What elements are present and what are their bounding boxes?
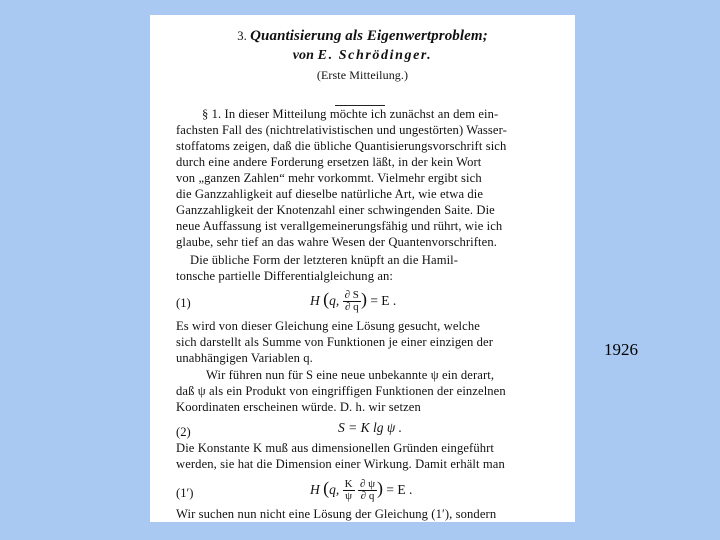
text-line: neue Auffassung ist verallgemeinerungsfähig und rührt, wie ich (176, 219, 503, 233)
eq-fraction-den: ∂ q (344, 301, 359, 314)
text-line: § 1. In dieser Mitteilung möchte ich zunächst an dem ein- (202, 107, 499, 121)
text-line: daß ψ als ein Produkt von eingriffigen Funktionen der einzelnen (176, 384, 506, 398)
equation-2: S = K lg ψ . (338, 420, 402, 435)
text-line: werden, sie hat die Dimension einer Wirkung. Damit erhält man (176, 457, 505, 471)
eq-rhs: = E . (370, 293, 397, 308)
eq-q: q, (329, 293, 340, 308)
paper-page-scan (150, 15, 575, 522)
text-line: Wir führen nun für S eine neue unbekannte ψ ein derart, (206, 368, 495, 382)
text-line: Die Konstante K muß aus dimensionellen Gründen eingeführt (176, 441, 495, 455)
eq-fraction-num: K (344, 478, 353, 491)
title-number: 3. (237, 29, 247, 43)
text-line: Wir suchen nun nicht eine Lösung der Gleichung (1′), sondern (176, 507, 497, 521)
text-line: unabhängigen Variablen q. (176, 351, 313, 365)
equation-1: H (q, $\frac{\partial S}{\partial q}$ ) = E . (310, 289, 397, 314)
eq-fraction-den: ψ (345, 490, 353, 503)
equation-number: (2) (176, 425, 191, 439)
paper-author (150, 48, 575, 63)
eq-h: H (310, 482, 320, 497)
paper-title (150, 29, 575, 44)
paper-subtitle: (Erste Mitteilung.) (316, 68, 409, 82)
eq-fraction (343, 479, 355, 502)
eq-q: q, (329, 482, 340, 497)
text-line: Es wird von dieser Gleichung eine Lösung gesucht, welche (176, 319, 480, 333)
text-line: stoffatoms zeigen, daß die übliche Quantisierungsvorschrift sich (176, 139, 507, 153)
eq-fraction-den: ∂ q (360, 490, 375, 503)
text-line: fachsten Fall des (nichtrelativistischen und ungestörten) Wasser- (176, 123, 507, 137)
text-line: Koordinaten erscheinen würde. D. h. wir setzen (176, 400, 421, 414)
author-name: E. Schrödinger. (317, 48, 433, 63)
text-line: glaube, sehr tief an das wahre Wesen der Quantenvorschriften. (176, 235, 497, 249)
text-line: Ganzzahligkeit der Knotenzahl einer schwingenden Saite. Die (176, 203, 495, 217)
eq-rhs: = E . (386, 482, 413, 497)
text-line: Die übliche Form der letzteren knüpft an die Hamil- (190, 253, 459, 267)
text-line: tonsche partielle Differentialgleichung an: (176, 269, 394, 283)
text-line: durch eine andere Forderung ersetzen läßt, in der kein Wort (176, 155, 482, 169)
equation-number: (1′) (176, 486, 194, 500)
eq-h: H (310, 293, 320, 308)
text-line: von „ganzen Zahlen“ mehr vorkommt. Vielmehr ergibt sich (176, 171, 482, 185)
equation-1-prime: H (q, $\frac{K}{\psi}$ $\frac{\partial \psi}{\partial q}$ ) = E . (310, 478, 413, 503)
eq-fraction (343, 290, 361, 313)
equation-number: (1) (176, 296, 191, 310)
eq-fraction (358, 479, 377, 502)
title-rule (335, 105, 385, 106)
year-label: 1926 (604, 340, 638, 359)
eq-fraction-num: ∂ S (344, 289, 359, 302)
text-line: die Ganzzahligkeit auf dieselbe natürliche Art, wie etwa die (176, 187, 484, 201)
text-line: sich darstellt als Summe von Funktionen je einer einzigen der (176, 335, 494, 349)
eq-fraction-num: ∂ ψ (359, 478, 376, 491)
title-text: Quantisierung als Eigenwertproblem; (250, 28, 488, 44)
author-prefix: von (292, 48, 315, 63)
